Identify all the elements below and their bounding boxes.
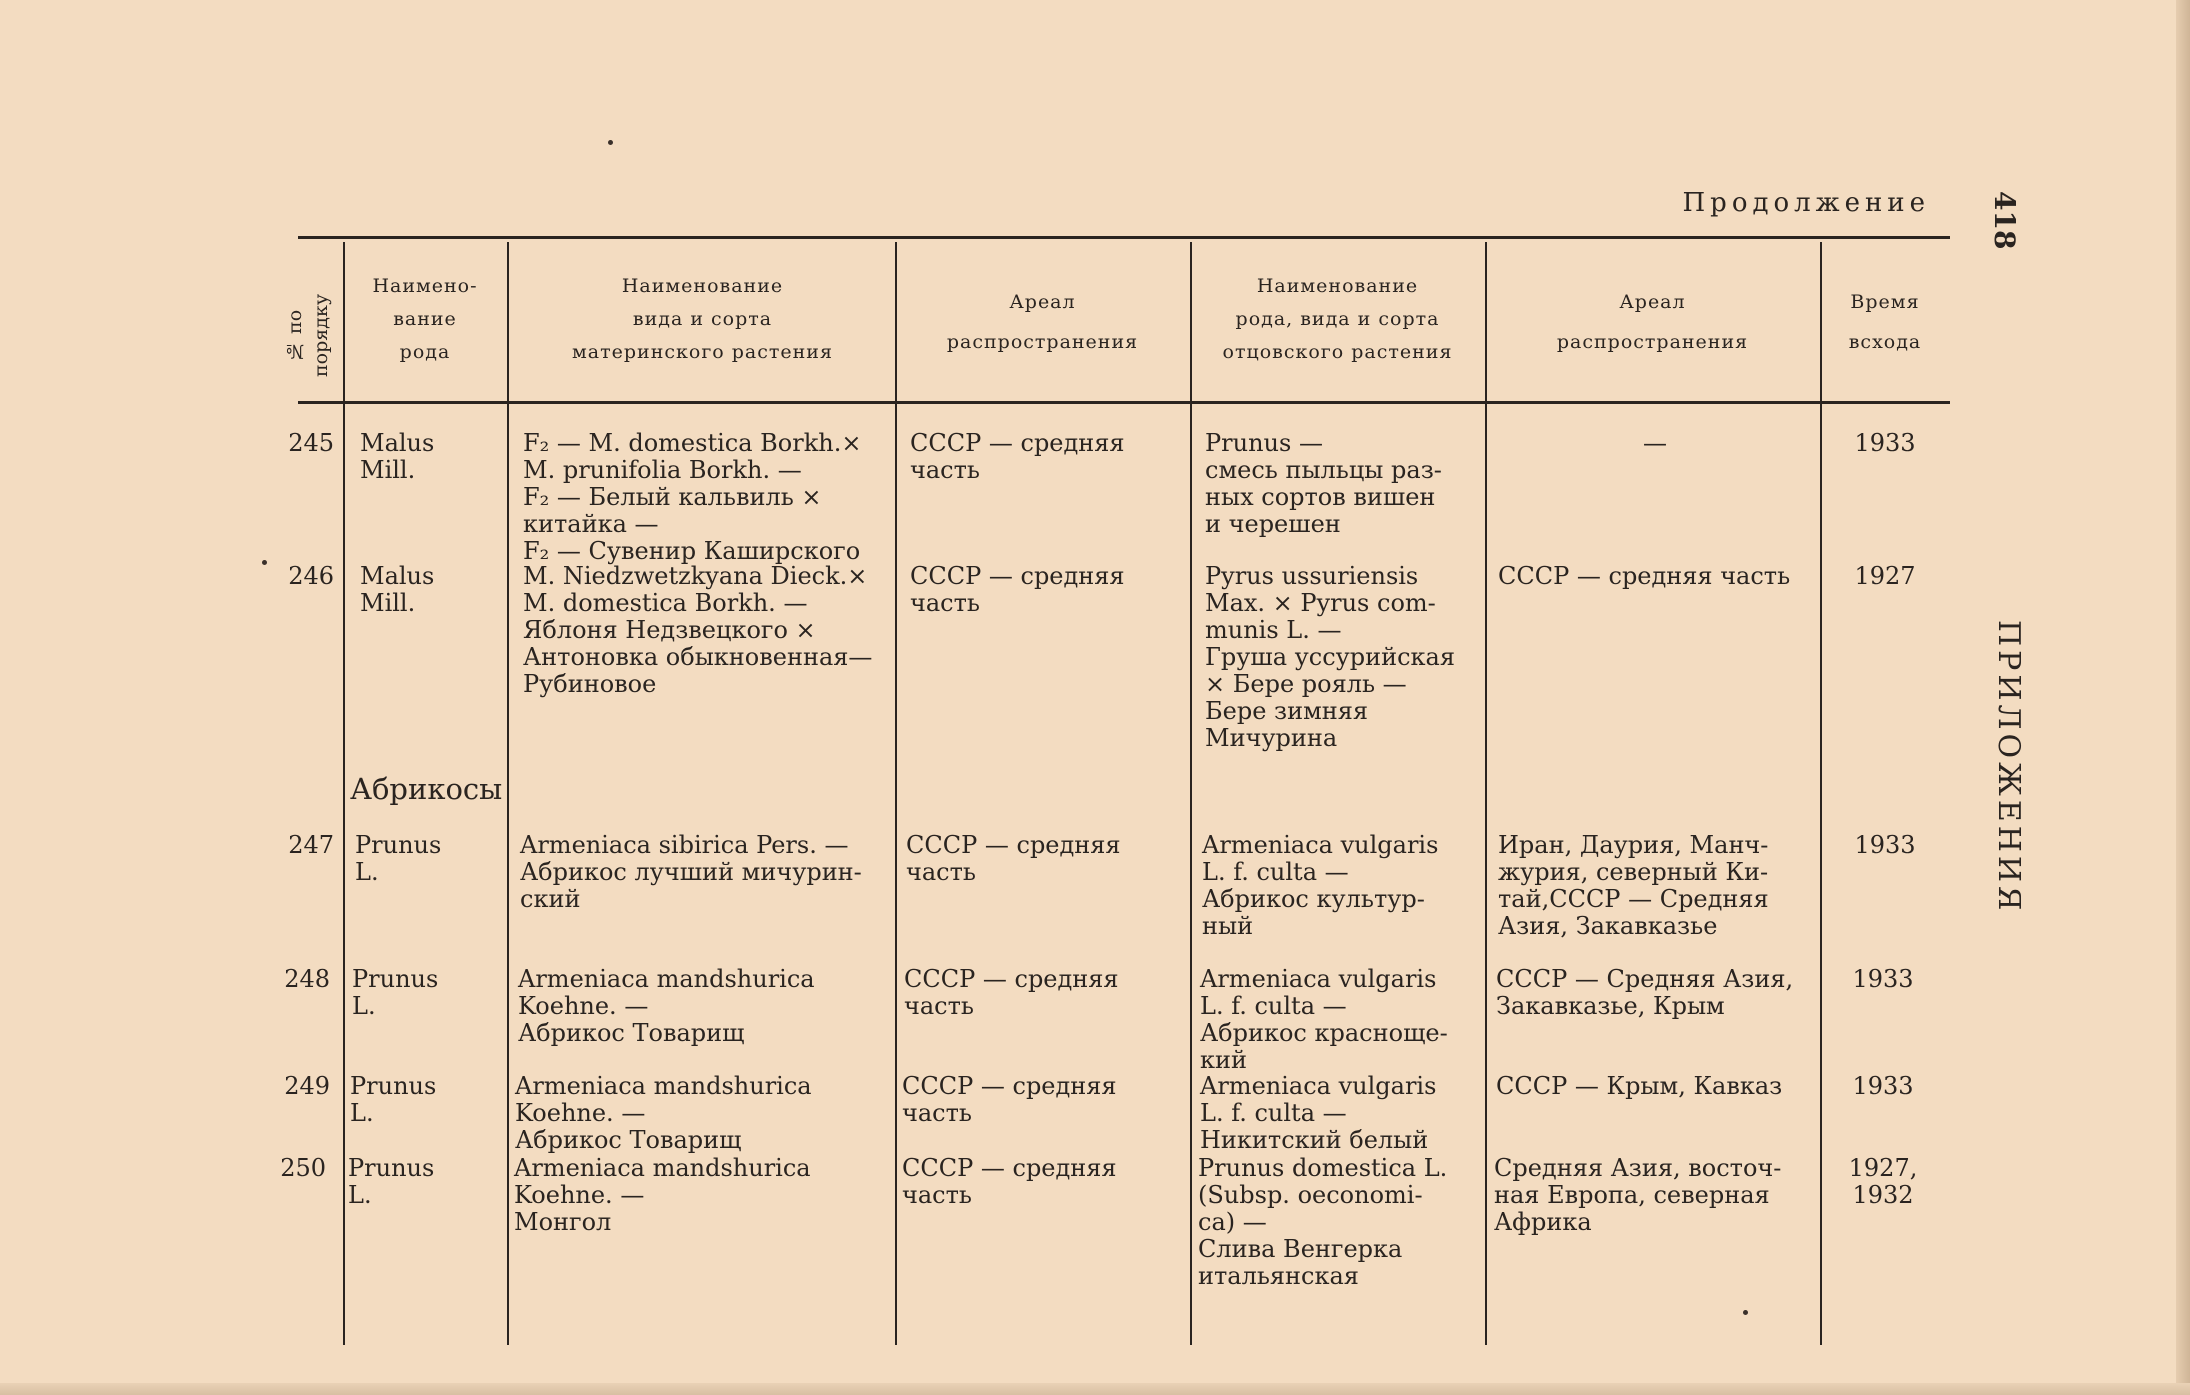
column-divider	[507, 242, 509, 1345]
page-bottom-edge	[0, 1383, 2190, 1395]
area-2-cell: Иран, Даурия, Манч- журия, северный Ки- тай,СССР — Средняя Азия, Закавказье	[1498, 831, 1769, 940]
area-1-cell: СССР — средняя часть	[902, 1154, 1117, 1209]
emergence-time-cell: 1933	[1854, 429, 1916, 457]
area-2-cell: СССР — средняя часть	[1498, 562, 1791, 590]
column-divider	[895, 242, 897, 1345]
father-plant-cell: Armeniaca vulgaris L. f. culta — Никитский белый	[1200, 1072, 1437, 1154]
area-1-cell: СССР — средняя часть	[910, 562, 1125, 617]
header-area-2: Ареал распространения	[1556, 291, 1749, 353]
emergence-time-cell: 1927, 1932	[1848, 1154, 1918, 1209]
column-divider	[343, 242, 345, 1345]
row-number: 247	[288, 831, 334, 859]
column-divider	[1485, 242, 1487, 1345]
header-father-plant: Наименование рода, вида и сорта отцовского растения	[1222, 275, 1453, 363]
mother-plant-cell: Armeniaca mandshurica Koehne. — Абрикос Товарищ	[515, 1072, 812, 1154]
row-number: 246	[288, 562, 334, 590]
father-plant-cell: Armeniaca vulgaris L. f. culta — Абрикос красноще- кий	[1200, 965, 1448, 1074]
father-plant-cell: Armeniaca vulgaris L. f. culta — Абрикос культур- ный	[1202, 831, 1439, 940]
father-plant-cell: Prunus domestica L. (Subsp. oeconomi- ca) — Слива Венгерка итальянская	[1198, 1154, 1448, 1290]
genus-cell: Prunus L.	[355, 831, 442, 886]
area-2-cell: —	[1643, 429, 1667, 457]
father-plant-cell: Pyrus ussuriensis Max. ⨯ Pyrus com- munis L. — Груша уссурийская ⨯ Бере рояль — Бере зимняя Мичурина	[1205, 562, 1455, 752]
emergence-time-cell: 1933	[1854, 831, 1916, 859]
row-number: 248	[284, 965, 330, 993]
genus-cell: Prunus L.	[348, 1154, 435, 1209]
table-top-rule	[298, 236, 1950, 239]
mother-plant-cell: Armeniaca mandshurica Koehne. — Монгол	[514, 1154, 811, 1236]
table-header-rule	[298, 401, 1950, 404]
area-2-cell: СССР — Средняя Азия, Закавказье, Крым	[1496, 965, 1794, 1020]
emergence-time-cell: 1933	[1852, 965, 1914, 993]
area-1-cell: СССР — средняя часть	[904, 965, 1119, 1020]
area-1-cell: СССР — средняя часть	[910, 429, 1125, 484]
genus-cell: Prunus L.	[350, 1072, 437, 1127]
mother-plant-cell: Armeniaca mandshurica Koehne. — Абрикос Товарищ	[518, 965, 815, 1047]
emergence-time-cell: 1933	[1852, 1072, 1914, 1100]
side-section-title: ПРИЛОЖЕНИЯ	[1991, 620, 2026, 915]
scan-speck	[1743, 1310, 1748, 1315]
row-number: 250	[280, 1154, 326, 1182]
genus-cell: Malus Mill.	[360, 562, 435, 617]
page-edge	[2176, 0, 2190, 1395]
emergence-time-cell: 1927	[1854, 562, 1916, 590]
area-2-cell: СССР — Крым, Кавказ	[1496, 1072, 1783, 1100]
row-number: 249	[284, 1072, 330, 1100]
area-2-cell: Средняя Азия, восточ- ная Европа, северная Африка	[1494, 1154, 1782, 1236]
scan-speck	[608, 140, 613, 145]
genus-cell: Prunus L.	[352, 965, 439, 1020]
header-emergence-time: Время всхода	[1848, 291, 1922, 353]
row-number: 245	[288, 429, 334, 457]
scan-speck	[262, 560, 267, 565]
header-area-1: Ареал распространения	[946, 291, 1139, 353]
column-divider	[1190, 242, 1192, 1345]
header-row-number: № по порядку	[284, 294, 332, 378]
genus-cell: Malus Mill.	[360, 429, 435, 484]
group-label-apricots: Абрикосы	[350, 772, 503, 806]
mother-plant-cell: M. Niedzwetzkyana Dieck.⨯ M. domestica Borkh. — Яблоня Недзвецкого ⨯ Антоновка обыкновенная— Рубиновое	[523, 562, 873, 698]
area-1-cell: СССР — средняя часть	[902, 1072, 1117, 1127]
header-genus: Наимено- вание рода	[372, 275, 478, 363]
mother-plant-cell: F₂ — M. domestica Borkh.⨯ M. prunifolia Borkh. — F₂ — Белый кальвиль ⨯ китайка — F₂ — Сувенир Каширского	[523, 429, 862, 565]
area-1-cell: СССР — средняя часть	[906, 831, 1121, 886]
page-number: 418	[1988, 190, 2021, 250]
continuation-label: Продолжение	[1682, 188, 1930, 218]
father-plant-cell: Prunus — смесь пыльцы раз- ных сортов вишен и черешен	[1205, 429, 1442, 538]
mother-plant-cell: Armeniaca sibirica Pers. — Абрикос лучший мичурин- ский	[520, 831, 862, 913]
header-mother-plant: Наименование вида и сорта материнского растения	[572, 275, 833, 363]
